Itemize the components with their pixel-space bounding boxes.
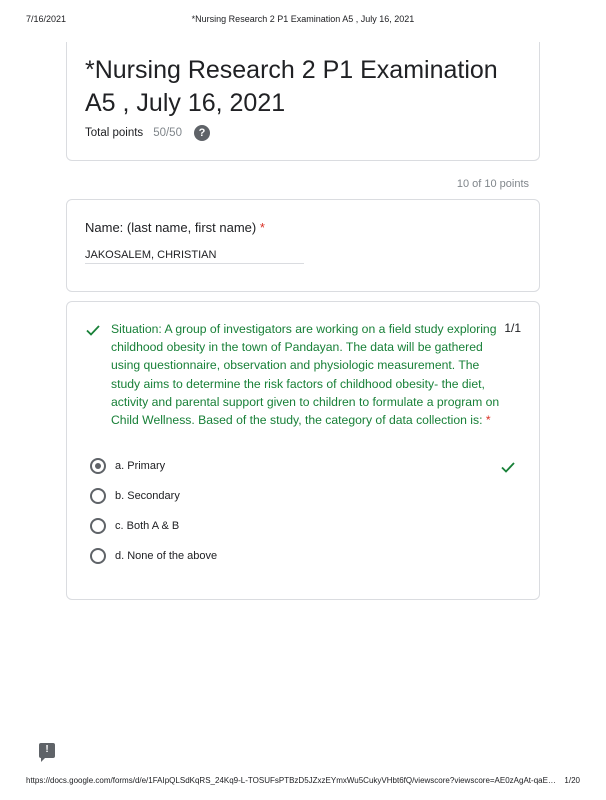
name-answer: JAKOSALEM, CHRISTIAN xyxy=(85,249,304,264)
radio-unselected[interactable] xyxy=(90,518,106,534)
option-label: b. Secondary xyxy=(115,490,180,502)
option-label: a. Primary xyxy=(115,460,166,472)
total-points-value: 50/50 xyxy=(153,127,182,139)
radio-unselected[interactable] xyxy=(90,488,106,504)
page-number: 1/20 xyxy=(564,776,580,785)
print-footer xyxy=(0,776,606,790)
option-label: d. None of the above xyxy=(115,550,218,562)
option-b[interactable] xyxy=(90,488,180,504)
radio-unselected[interactable] xyxy=(90,548,106,564)
question-text: Situation: A group of investigators are working on a field study exploring childhood obesity in the town of Pandayan. The data will be gathered using questionnaire, observation and physiologic measurement. The study aims to determine the risk factors of childhood obesity- the diet, activity and parental support given to children to formulate a program on Child Wellness. Based of the study, the category of data collection is: * xyxy=(111,322,500,428)
required-asterisk: * xyxy=(259,220,265,235)
form-title: *Nursing Research 2 P1 Examination A5 , July 16, 2021 xyxy=(85,56,498,117)
option-c[interactable] xyxy=(90,518,179,534)
total-points-label: Total points xyxy=(85,127,144,139)
required-asterisk: * xyxy=(485,413,491,428)
page-url: https://docs.google.com/forms/d/e/1FAIpQLSdKqRS_24Kq9-L-TOSUFsPTBzD5JZxzEYmxWu5CukyVHbt6fQ/viewscore?viewscore=AE0zAgAt-qaE… xyxy=(26,776,556,785)
print-title: *Nursing Research 2 P1 Examination A5 , July 16, 2021 xyxy=(191,14,415,24)
correct-answer-check-icon xyxy=(500,459,516,475)
print-date: 7/16/2021 xyxy=(26,14,67,24)
help-icon[interactable]: ? xyxy=(194,125,210,141)
name-question-label: Name: (last name, first name) * xyxy=(85,220,265,235)
form-header-card xyxy=(66,42,540,161)
print-header xyxy=(0,14,606,28)
option-a[interactable] xyxy=(90,458,165,474)
correct-check-icon xyxy=(85,322,101,338)
option-label: c. Both A & B xyxy=(115,520,180,532)
question-card xyxy=(66,301,540,600)
radio-selected[interactable] xyxy=(90,458,106,474)
question-score: 1/1 xyxy=(504,321,521,335)
total-points-row xyxy=(85,123,210,143)
section-score: 10 of 10 points xyxy=(456,178,529,190)
feedback-icon[interactable]: ! xyxy=(39,743,55,758)
name-question-card xyxy=(66,199,540,292)
option-d[interactable] xyxy=(90,548,217,564)
